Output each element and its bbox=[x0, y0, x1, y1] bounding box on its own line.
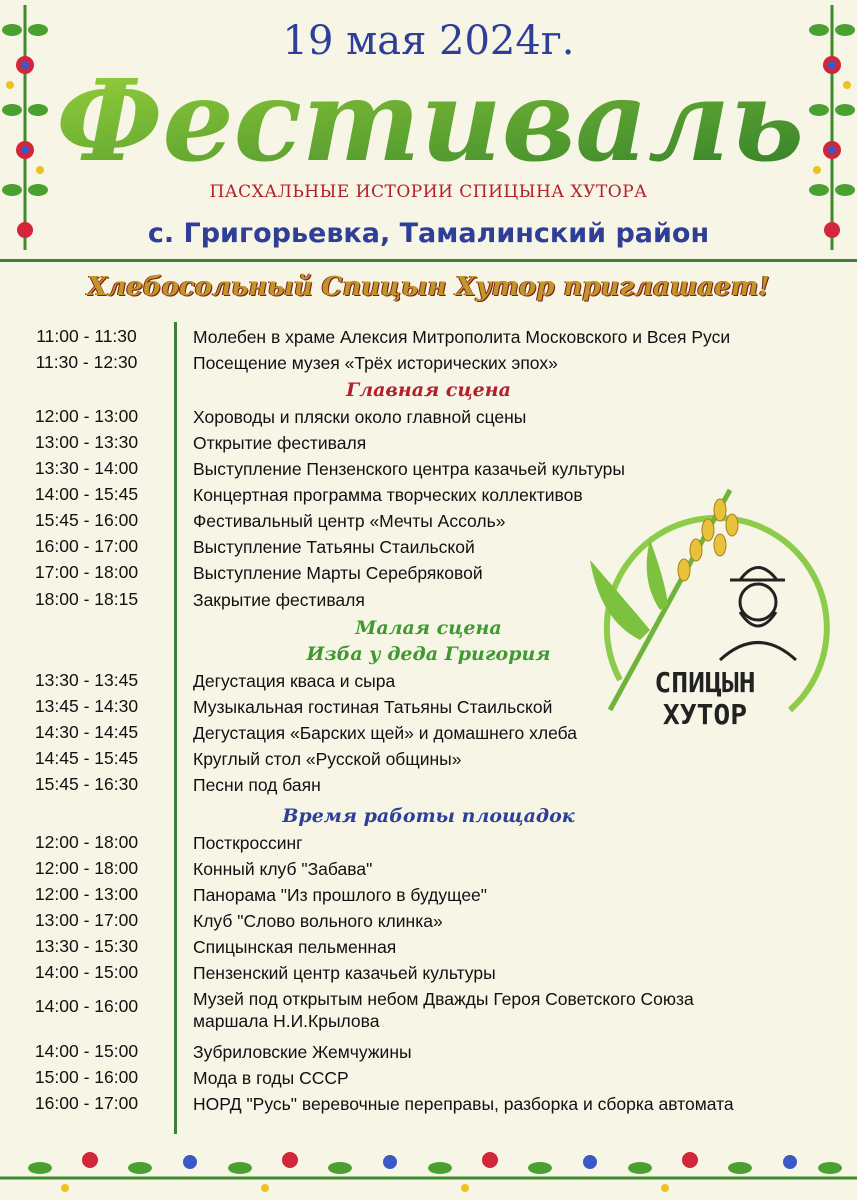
section-main-stage: Главная сцена bbox=[346, 379, 511, 401]
time-range: 13:30 - 13:45 bbox=[34, 670, 139, 690]
time-range: 18:00 - 18:15 bbox=[34, 589, 139, 609]
time-range: 16:00 - 17:00 bbox=[34, 536, 139, 556]
time-range: 15:00 - 16:00 bbox=[34, 1067, 139, 1087]
time-range: 12:00 - 13:00 bbox=[34, 884, 139, 904]
time-range: 15:45 - 16:30 bbox=[34, 774, 139, 794]
event-title: Выступление Марты Серебряковой bbox=[193, 563, 483, 583]
divider bbox=[0, 259, 857, 262]
time-range: 16:00 - 17:00 bbox=[34, 1093, 139, 1113]
event-title-continued: маршала Н.И.Крылова bbox=[193, 1011, 380, 1031]
time-range: 12:00 - 18:00 bbox=[34, 858, 139, 878]
event-title: Песни под баян bbox=[193, 775, 321, 795]
event-title: Мода в годы СССР bbox=[193, 1068, 349, 1088]
time-range: 13:30 - 15:30 bbox=[34, 936, 139, 956]
event-title: Клуб "Слово вольного клинка» bbox=[193, 911, 443, 931]
event-title: Хороводы и пляски около главной сцены bbox=[193, 407, 527, 427]
event-title: Дегустация кваса и сыра bbox=[193, 671, 396, 691]
svg-text:ХУТОР: ХУТОР bbox=[662, 698, 748, 731]
event-title: Музыкальная гостиная Татьяны Стаильской bbox=[193, 697, 553, 717]
event-title: Выступление Татьяны Стаильской bbox=[193, 537, 475, 557]
subtitle: ПАСХАЛЬНЫЕ ИСТОРИИ СПИЦЫНА ХУТОРА bbox=[209, 182, 648, 202]
time-range: 14:00 - 15:00 bbox=[34, 1041, 139, 1061]
svg-text:СПИЦЫН: СПИЦЫН bbox=[654, 666, 756, 699]
event-title: Выступление Пензенского центра казачьей культуры bbox=[193, 459, 625, 479]
event-title: Панорама "Из прошлого в будущее" bbox=[193, 885, 487, 905]
event-title: Конный клуб "Забава" bbox=[193, 859, 373, 879]
event-title: Круглый стол «Русской общины» bbox=[193, 749, 462, 769]
time-range: 13:45 - 14:30 bbox=[34, 696, 139, 716]
timeline-rule bbox=[174, 322, 177, 1134]
time-range: 13:00 - 17:00 bbox=[34, 910, 139, 930]
time-range: 14:00 - 15:45 bbox=[34, 484, 139, 504]
time-range: 15:45 - 16:00 bbox=[34, 510, 139, 530]
event-title: Пензенский центр казачьей культуры bbox=[193, 963, 496, 983]
folk-ornament-bottom bbox=[0, 1138, 857, 1200]
location: с. Григорьевка, Тамалинский район bbox=[147, 218, 710, 249]
time-range: 14:30 - 14:45 bbox=[34, 722, 139, 742]
time-range: 13:30 - 14:00 bbox=[34, 458, 139, 478]
time-range: 12:00 - 13:00 bbox=[34, 406, 139, 426]
event-title: Посткроссинг bbox=[193, 833, 303, 853]
event-title: Молебен в храме Алексия Митрополита Московского и Всея Руси bbox=[193, 327, 731, 347]
event-title: Открытие фестиваля bbox=[193, 433, 367, 453]
event-title: Фестивальный центр «Мечты Ассоль» bbox=[193, 511, 506, 531]
spitsyn-khutor-logo bbox=[580, 480, 830, 750]
event-title: Спицынская пельменная bbox=[193, 937, 397, 957]
event-title: НОРД "Русь" веревочные переправы, разборка и сборка автомата bbox=[193, 1094, 734, 1114]
festival-date: 19 мая 2024г. bbox=[282, 18, 575, 64]
event-title: Зубриловские Жемчужины bbox=[193, 1042, 412, 1062]
event-title: Посещение музея «Трёх исторических эпох» bbox=[193, 353, 558, 373]
event-title: Закрытие фестиваля bbox=[193, 590, 365, 610]
section-small-stage: Малая сцена bbox=[355, 617, 502, 639]
time-range: 13:00 - 13:30 bbox=[34, 432, 139, 452]
event-title: Музей под открытым небом Дважды Героя Советского Союза bbox=[193, 989, 694, 1009]
time-range: 14:00 - 15:00 bbox=[34, 962, 139, 982]
time-range: 14:45 - 15:45 bbox=[34, 748, 139, 768]
svg-text:Фестиваль: Фестиваль bbox=[56, 56, 804, 187]
time-range: 12:00 - 18:00 bbox=[34, 832, 139, 852]
section-venues: Время работы площадок bbox=[282, 805, 575, 827]
time-range: 17:00 - 18:00 bbox=[34, 562, 139, 582]
invitation: Хлебосольный Спицын Хутор приглашает! bbox=[87, 272, 770, 302]
time-range: 14:00 - 16:00 bbox=[34, 996, 139, 1016]
event-title: Дегустация «Барских щей» и домашнего хлеба bbox=[193, 723, 577, 743]
event-title: Концертная программа творческих коллективов bbox=[193, 485, 583, 505]
time-range: 11:00 - 11:30 bbox=[36, 326, 137, 346]
time-range: 11:30 - 12:30 bbox=[35, 352, 138, 372]
section-izba: Изба у деда Григория bbox=[306, 643, 551, 665]
